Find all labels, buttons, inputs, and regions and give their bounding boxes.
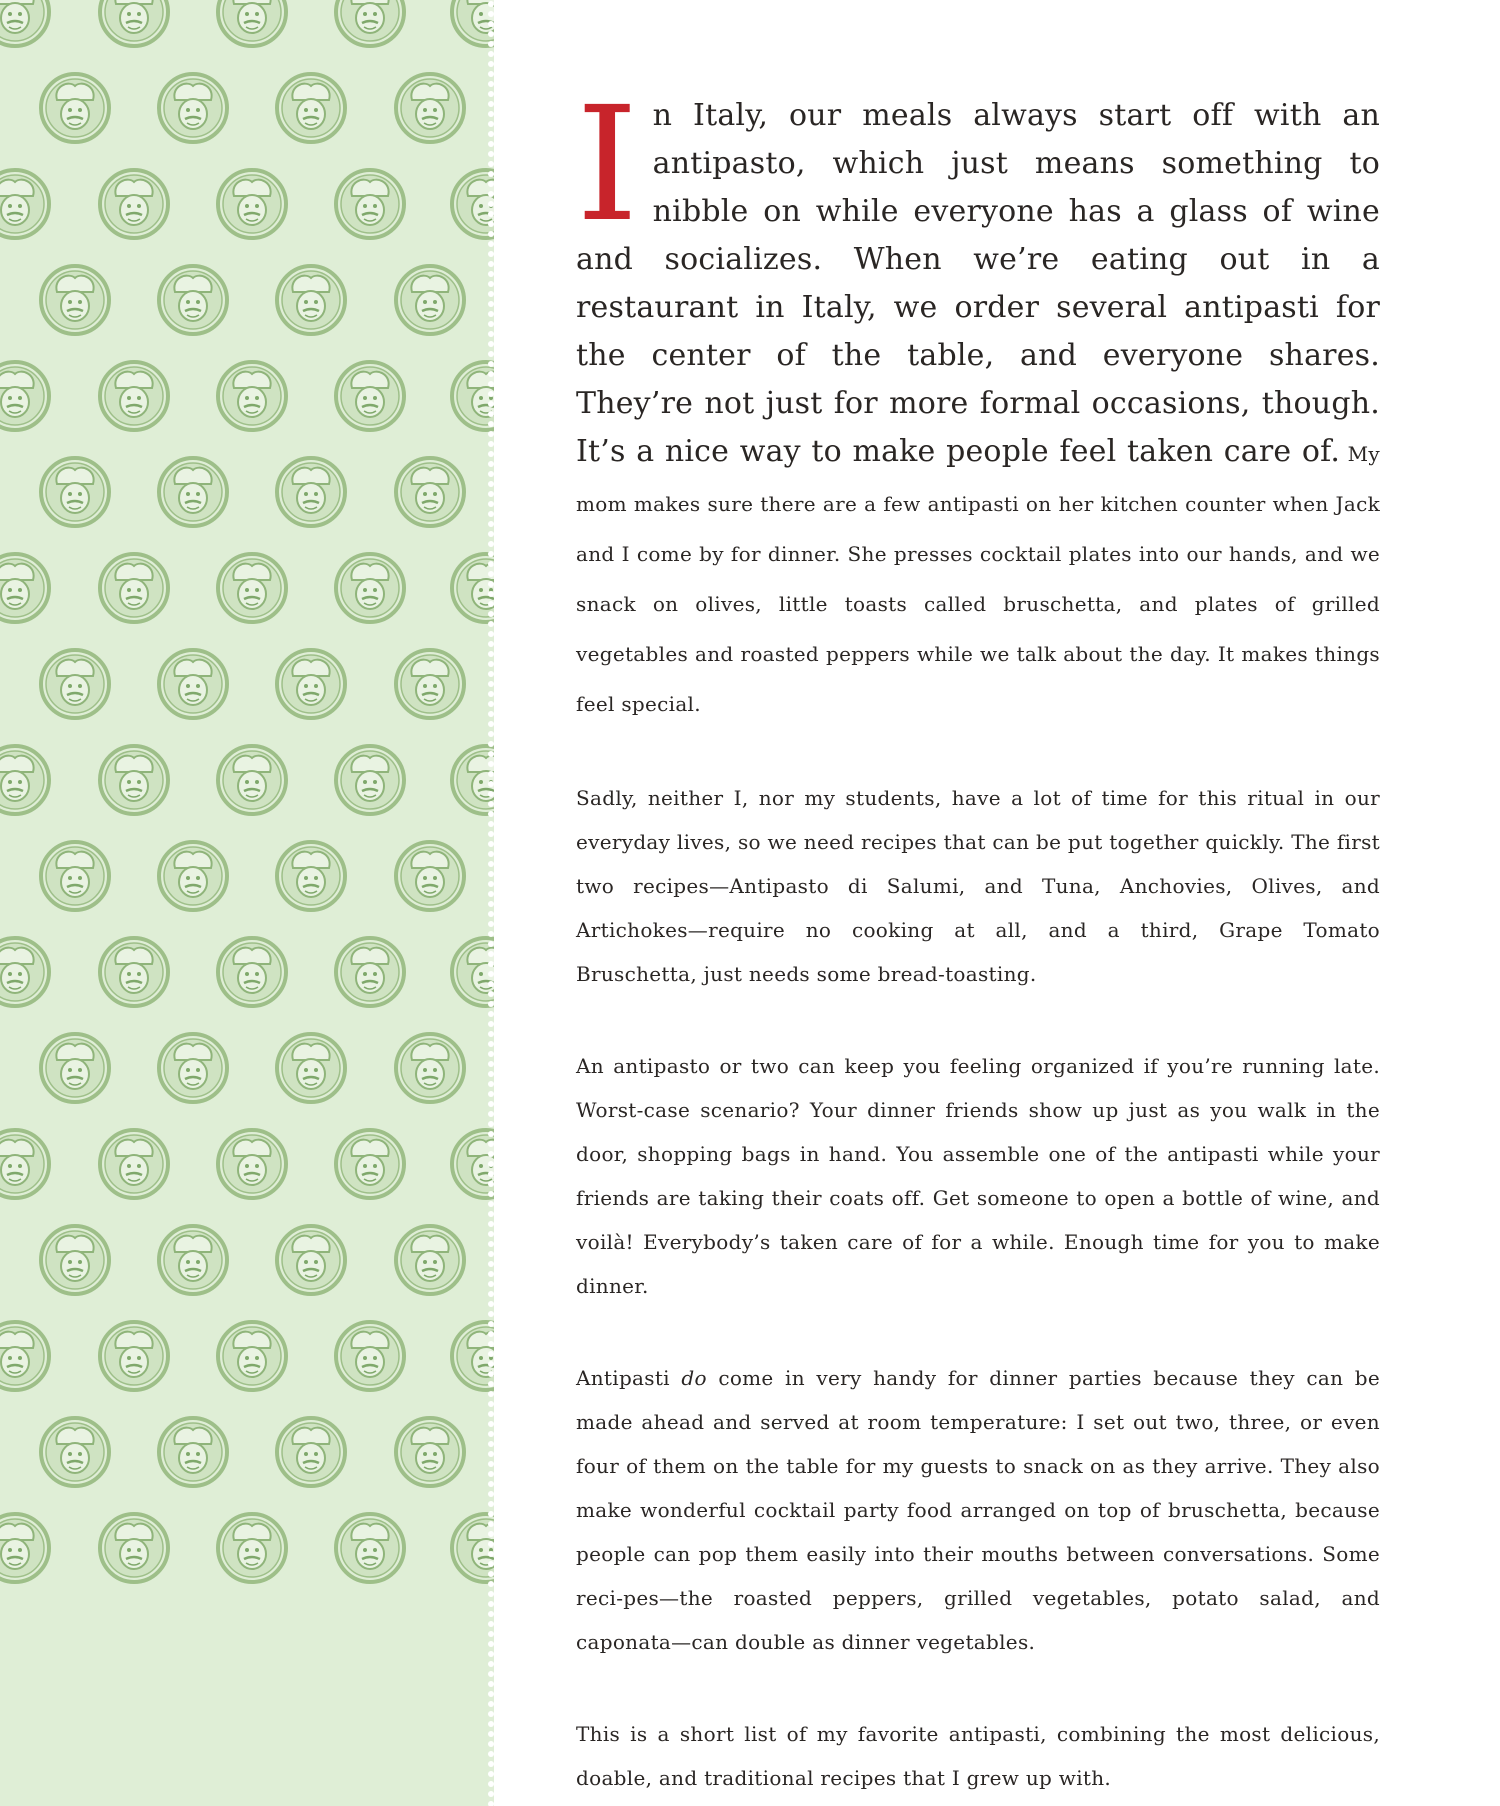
chef-medallion-icon <box>0 554 49 622</box>
chef-medallion-icon <box>277 458 345 526</box>
chef-medallion-icon <box>218 1322 286 1390</box>
perforation-dot <box>488 101 494 107</box>
perforation-dot <box>488 111 494 117</box>
chef-medallion-icon <box>396 458 464 526</box>
perforation-dot <box>488 311 494 317</box>
perforation-dot <box>488 791 494 797</box>
chef-medallion-icon <box>218 746 286 814</box>
chef-pattern-panel <box>0 0 494 1806</box>
perforation-dot <box>488 1211 494 1217</box>
perforation-dot <box>488 1641 494 1647</box>
perforation-dot <box>488 1581 494 1587</box>
perforation-dot <box>488 421 494 427</box>
perforation-dot <box>488 1491 494 1497</box>
chef-medallion-icon <box>277 650 345 718</box>
perforation-dot <box>488 1501 494 1507</box>
chef-medallion-icon <box>0 1514 49 1582</box>
perforation-dot <box>488 221 494 227</box>
perforation-dot <box>488 741 494 747</box>
chef-medallion-icon <box>336 362 404 430</box>
chef-medallion-icon <box>336 554 404 622</box>
perforation-dot <box>488 911 494 917</box>
perforation-dot <box>488 1271 494 1277</box>
chef-medallion-icon <box>41 650 109 718</box>
perforation-dot <box>488 131 494 137</box>
perforation-dot <box>488 371 494 377</box>
perforation-dot <box>488 1131 494 1137</box>
perforation-dot <box>488 1331 494 1337</box>
perforation-dot <box>488 1011 494 1017</box>
perforation-dot <box>488 771 494 777</box>
chef-medallion-icon <box>277 74 345 142</box>
perforation-dot <box>488 651 494 657</box>
chef-medallion-icon <box>218 1130 286 1198</box>
perforation-dot <box>488 871 494 877</box>
chef-medallion-icon <box>0 1322 49 1390</box>
perforation-dot <box>488 831 494 837</box>
perforation-dot <box>488 91 494 97</box>
perforation-dot <box>488 521 494 527</box>
perforation-dot <box>488 1001 494 1007</box>
perforation-dot <box>488 601 494 607</box>
perforation-dot <box>488 861 494 867</box>
perforation-dot <box>488 851 494 857</box>
chef-medallion-icon <box>396 266 464 334</box>
perforation-dot <box>488 1261 494 1267</box>
perforation-dot <box>488 1651 494 1657</box>
chef-medallion-icon <box>100 746 168 814</box>
chef-medallion-icon <box>0 170 49 238</box>
chef-medallion-icon <box>336 170 404 238</box>
perforation-dot <box>488 1381 494 1387</box>
chef-medallion-icon <box>159 266 227 334</box>
perforation-dot <box>488 641 494 647</box>
perforation-dot <box>488 41 494 47</box>
perforation-dot <box>488 391 494 397</box>
perforation-dot <box>488 471 494 477</box>
perforation-dot <box>488 1521 494 1527</box>
perforation-dot <box>488 821 494 827</box>
p4-emphasis: do <box>681 1366 707 1390</box>
chef-medallion-icon <box>159 1226 227 1294</box>
chef-medallion-icon <box>336 938 404 1006</box>
perforation-dot <box>488 1531 494 1537</box>
perforation-dot <box>488 181 494 187</box>
perforation-dot <box>488 841 494 847</box>
perforation-dot <box>488 241 494 247</box>
perforation-dot <box>488 411 494 417</box>
perforation-dot <box>488 321 494 327</box>
perforation-dot <box>488 1191 494 1197</box>
perforation-dot <box>488 891 494 897</box>
perforation-dot <box>488 591 494 597</box>
perforation-dot <box>488 1351 494 1357</box>
perforation-dot <box>488 1391 494 1397</box>
perforation-dot <box>488 1711 494 1717</box>
chef-medallion-icon <box>0 0 49 46</box>
perforation-dot <box>488 1221 494 1227</box>
perforation-dot <box>488 1411 494 1417</box>
chef-medallion-icon <box>396 650 464 718</box>
paragraph-2: Sadly, neither I, nor my students, have a lot of time for this ritual in our everyday lives, so we need recipes that can be put together quickly. The first two recipes—Antipasto di Salumi, and Tuna, Anchovies, Olives, and Artichokes—require no cooking at all, and a third, Grape Tomato Bruschetta, just needs some bread-toasting. <box>576 786 1380 986</box>
chef-medallion-icon <box>100 0 168 46</box>
perforation-dot <box>488 1671 494 1677</box>
perforation-dot <box>488 211 494 217</box>
perforation-dot <box>488 1251 494 1257</box>
perforation-dot <box>488 561 494 567</box>
chef-medallion-icon <box>277 842 345 910</box>
perforation-dot <box>488 811 494 817</box>
chef-medallion-icon <box>41 74 109 142</box>
intro-lead-text: n Italy, our meals always start off with an antipasto, which just means something to nibble on while everyone has a glass of wine and socializes. When we’re eating out in a restaurant in Italy, we order several antipasti for the center of the table, and everyone shares. They’re not just for more formal occasions, though. It’s a nice way to make people feel taken care of. <box>576 98 1380 469</box>
perforation-dot <box>488 711 494 717</box>
perforation-dot <box>488 1031 494 1037</box>
perforation-dot <box>488 1181 494 1187</box>
perforation-dot <box>488 31 494 37</box>
perforation-dot <box>488 931 494 937</box>
perforation-dot <box>488 481 494 487</box>
perforation-dot <box>488 981 494 987</box>
perforation-dot <box>488 541 494 547</box>
paragraph-4 <box>576 1356 1380 1664</box>
perforation-dot <box>488 501 494 507</box>
perforation-dot <box>488 1071 494 1077</box>
perforation-dot <box>488 511 494 517</box>
chef-medallion-icon <box>100 554 168 622</box>
perforation-dot <box>488 731 494 737</box>
chef-medallion-icon <box>277 1034 345 1102</box>
perforation-dot <box>488 581 494 587</box>
perforation-dot <box>488 721 494 727</box>
perforation-dot <box>488 381 494 387</box>
perforation-dot <box>488 81 494 87</box>
intro-paragraph <box>576 73 1380 728</box>
perforation-dot <box>488 1461 494 1467</box>
perforation-dot <box>488 21 494 27</box>
drop-cap: I <box>576 73 639 257</box>
perforation-dot <box>488 1231 494 1237</box>
perforation-dot <box>488 1661 494 1667</box>
perforation-dot <box>488 1481 494 1487</box>
perforation-dot <box>488 401 494 407</box>
perforation-dot <box>488 281 494 287</box>
chef-medallion-icon <box>218 938 286 1006</box>
perforation-dot <box>488 531 494 537</box>
chef-medallion-icon <box>159 458 227 526</box>
perforation-dot <box>488 951 494 957</box>
perforation-dot <box>488 431 494 437</box>
perforation-dot <box>488 1151 494 1157</box>
perforation-dot <box>488 261 494 267</box>
chef-medallion-icon <box>41 1226 109 1294</box>
perforation-dot <box>488 941 494 947</box>
perforation-dot <box>488 1741 494 1747</box>
perforation-dot <box>488 1281 494 1287</box>
perforation-dot <box>488 611 494 617</box>
perforation-dot <box>488 1 494 7</box>
perforation-dot <box>488 1161 494 1167</box>
perforation-dot <box>488 961 494 967</box>
perforation-dot <box>488 441 494 447</box>
perforation-dot <box>488 991 494 997</box>
paragraph-5: This is a short list of my favorite antipasti, combining the most delicious, doable, and traditional recipes that I grew up with. <box>576 1722 1380 1790</box>
chef-medallion-icon <box>159 842 227 910</box>
perforation-dot <box>488 1621 494 1627</box>
perforation-dot <box>488 1471 494 1477</box>
perforation-dot <box>488 1321 494 1327</box>
perforation-dot <box>488 291 494 297</box>
perforation-dot <box>488 1311 494 1317</box>
perforation-dot <box>488 1561 494 1567</box>
perforation-dot <box>488 631 494 637</box>
p4-start: Antipasti <box>576 1366 682 1390</box>
chef-medallion-icon <box>218 0 286 46</box>
perforation-dot <box>488 1341 494 1347</box>
perforation-dot <box>488 1701 494 1707</box>
perforation-dot <box>488 1541 494 1547</box>
paragraph-3: An antipasto or two can keep you feeling organized if you’re running late. Worst-case scenario? Your dinner friends show up just as you walk in the door, shopping bags in hand. You assemble one of the antipasti while your friends are taking their coats off. Get someone to open a bottle of wine, and voilà! Everybody’s taken care of for a while. Enough time for you to make dinner. <box>576 1054 1380 1298</box>
perforation-dot <box>488 801 494 807</box>
perforation-dot <box>488 1171 494 1177</box>
chef-medallion-icon <box>100 938 168 1006</box>
perforation-dot <box>488 191 494 197</box>
perforation-dot <box>488 71 494 77</box>
perforation-dot <box>488 1141 494 1147</box>
perforation-dot <box>488 1591 494 1597</box>
perforation-dot <box>488 1801 494 1806</box>
chef-medallion-icon <box>159 650 227 718</box>
chef-medallion-icon <box>336 1130 404 1198</box>
perforation-dot <box>488 1431 494 1437</box>
perforation-dot <box>488 151 494 157</box>
chef-medallion-icon <box>0 1130 49 1198</box>
perforated-edge <box>484 0 498 1806</box>
perforation-dot <box>488 351 494 357</box>
chef-pattern <box>0 0 494 1806</box>
chef-medallion-icon <box>41 266 109 334</box>
chef-medallion-icon <box>336 1322 404 1390</box>
chef-medallion-icon <box>396 842 464 910</box>
perforation-dot <box>488 1241 494 1247</box>
perforation-dot <box>488 681 494 687</box>
chef-medallion-icon <box>277 1226 345 1294</box>
chef-medallion-icon <box>100 170 168 238</box>
chef-medallion-icon <box>41 1034 109 1102</box>
perforation-dot <box>488 1021 494 1027</box>
perforation-dot <box>488 1111 494 1117</box>
perforation-dot <box>488 461 494 467</box>
perforation-dot <box>488 1691 494 1697</box>
perforation-dot <box>488 1051 494 1057</box>
page-body <box>576 73 1380 1800</box>
chef-medallion-icon <box>396 74 464 142</box>
perforation-dot <box>488 331 494 337</box>
chef-medallion-icon <box>218 362 286 430</box>
chef-medallion-icon <box>159 74 227 142</box>
perforation-dot <box>488 201 494 207</box>
perforation-dot <box>488 1201 494 1207</box>
perforation-dot <box>488 781 494 787</box>
chef-medallion-icon <box>336 746 404 814</box>
chef-medallion-icon <box>100 362 168 430</box>
perforation-dot <box>488 491 494 497</box>
perforation-dot <box>488 701 494 707</box>
chef-medallion-icon <box>41 458 109 526</box>
chef-medallion-icon <box>100 1130 168 1198</box>
perforation-dot <box>488 921 494 927</box>
perforation-dot <box>488 141 494 147</box>
perforation-dot <box>488 751 494 757</box>
perforation-dot <box>488 1291 494 1297</box>
chef-medallion-icon <box>41 842 109 910</box>
perforation-dot <box>488 1731 494 1737</box>
intro-body-text: My mom makes sure there are a few antipasti on her kitchen counter when Jack and I come by for dinner. She presses cocktail plates into our hands, and we snack on olives, little toasts called bruschetta, and plates of grilled vegetables and roasted peppers while we talk about the day. It makes things feel special. <box>576 442 1380 716</box>
perforation-dot <box>488 761 494 767</box>
chef-medallion-icon <box>159 1418 227 1486</box>
perforation-dot <box>488 1601 494 1607</box>
perforation-dot <box>488 231 494 237</box>
p4-rest: come in very handy for dinner parties because they can be made ahead and served at room temperature: I set out two, three, or even four of them on the table for my guests to snack on as they arrive. They also make wonderful cocktail party food arranged on top of bruschetta, because people can pop them easily into their mouths between conversations. Some reci-pes—the roasted peppers, grilled vegetables, potato salad, and caponata—can double as dinner vegetables. <box>576 1366 1380 1654</box>
perforation-dot <box>488 1301 494 1307</box>
chef-medallion-icon <box>218 1514 286 1582</box>
chef-medallion-icon <box>0 746 49 814</box>
chef-medallion-icon <box>0 938 49 1006</box>
perforation-dot <box>488 1421 494 1427</box>
perforation-dot <box>488 1681 494 1687</box>
perforation-dot <box>488 1121 494 1127</box>
chef-medallion-icon <box>396 1418 464 1486</box>
perforation-dot <box>488 881 494 887</box>
perforation-dot <box>488 1101 494 1107</box>
perforation-dot <box>488 1761 494 1767</box>
perforation-dot <box>488 1451 494 1457</box>
chef-medallion-icon <box>396 1034 464 1102</box>
perforation-dot <box>488 1551 494 1557</box>
perforation-dot <box>488 1081 494 1087</box>
perforation-dot <box>488 301 494 307</box>
chef-medallion-icon <box>100 1322 168 1390</box>
perforation-dot <box>488 691 494 697</box>
perforation-dot <box>488 571 494 577</box>
chef-medallion-icon <box>277 1418 345 1486</box>
perforation-dot <box>488 1791 494 1797</box>
perforation-dot <box>488 11 494 17</box>
chef-medallion-icon <box>277 266 345 334</box>
perforation-dot <box>488 671 494 677</box>
perforation-dot <box>488 171 494 177</box>
chef-medallion-icon <box>218 554 286 622</box>
perforation-dot <box>488 1781 494 1787</box>
perforation-dot <box>488 1611 494 1617</box>
perforation-dot <box>488 121 494 127</box>
perforation-dot <box>488 1721 494 1727</box>
perforation-dot <box>488 1771 494 1777</box>
perforation-dot <box>488 1091 494 1097</box>
perforation-dot <box>488 901 494 907</box>
chef-medallion-icon <box>100 1514 168 1582</box>
perforation-dot <box>488 971 494 977</box>
perforation-dot <box>488 551 494 557</box>
perforation-dot <box>488 621 494 627</box>
perforation-dot <box>488 1061 494 1067</box>
perforation-dot <box>488 661 494 667</box>
perforation-dot <box>488 1361 494 1367</box>
perforation-dot <box>488 1571 494 1577</box>
chef-medallion-icon <box>41 1418 109 1486</box>
chef-medallion-icon <box>218 170 286 238</box>
perforation-dot <box>488 1041 494 1047</box>
chef-medallion-icon <box>159 1034 227 1102</box>
chef-medallion-icon <box>336 1514 404 1582</box>
perforation-dot <box>488 1511 494 1517</box>
chef-medallion-icon <box>396 1226 464 1294</box>
perforation-dot <box>488 1401 494 1407</box>
perforation-dot <box>488 1751 494 1757</box>
perforation-dot <box>488 341 494 347</box>
chef-medallion-icon <box>336 0 404 46</box>
perforation-dot <box>488 61 494 67</box>
perforation-dot <box>488 1631 494 1637</box>
perforation-dot <box>488 451 494 457</box>
chef-medallion-icon <box>0 362 49 430</box>
perforation-dot <box>488 1441 494 1447</box>
perforation-dot <box>488 161 494 167</box>
perforation-dot <box>488 251 494 257</box>
perforation-dot <box>488 51 494 57</box>
perforation-dot <box>488 1371 494 1377</box>
perforation-dot <box>488 271 494 277</box>
perforation-dot <box>488 361 494 367</box>
